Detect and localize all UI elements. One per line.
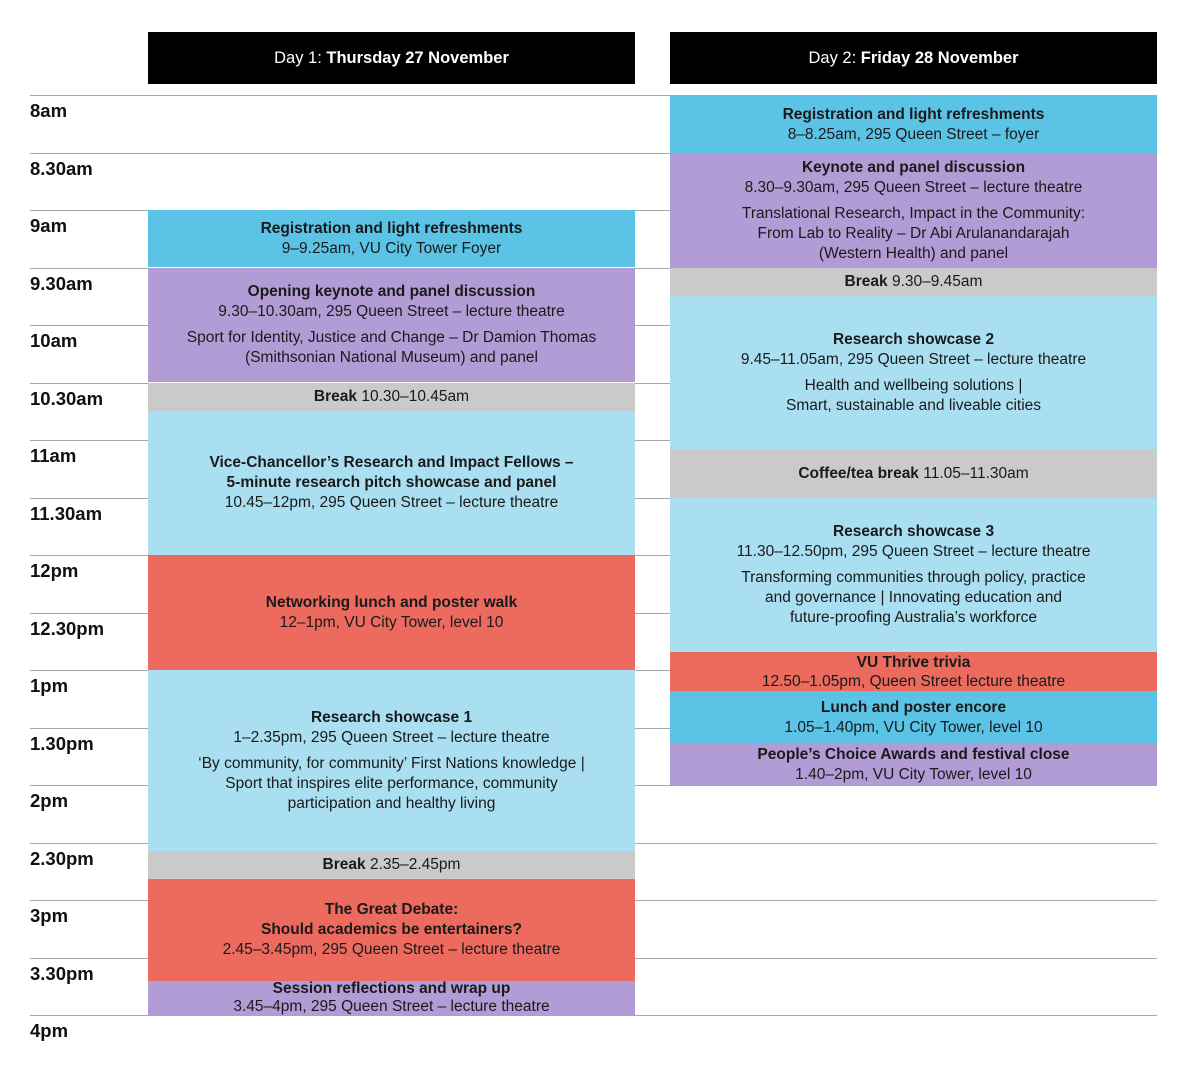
session-title: Registration and light refreshments	[260, 219, 523, 237]
time-label: 12.30pm	[30, 618, 105, 639]
day2-keynote-block	[670, 153, 1157, 268]
session-title: Networking lunch and poster walk	[265, 593, 518, 611]
time-label: 9am	[30, 215, 68, 236]
break-title: Break	[844, 273, 888, 290]
session-title: People’s Choice Awards and festival close	[757, 745, 1070, 763]
time-label: 4pm	[30, 1020, 69, 1041]
time-label: 2.30pm	[30, 848, 94, 869]
session-title: Session reflections and wrap up	[272, 980, 511, 997]
time-label: 8am	[30, 100, 68, 121]
time-label: 1pm	[30, 675, 69, 696]
day2-coffee-block	[670, 449, 1157, 498]
session-detail: 12–1pm, VU City Tower, level 10	[279, 613, 504, 631]
session-title: VU Thrive trivia	[856, 653, 971, 671]
session-detail: 8.30–9.30am, 295 Queen Street – lecture theatre	[744, 178, 1083, 196]
session-description: ‘By community, for community’ First Nations knowledge |	[198, 754, 585, 772]
session-description: and governance | Innovating education and	[764, 589, 1063, 606]
break-title: Break	[313, 388, 358, 405]
day2-encore-block	[670, 691, 1157, 744]
day2-header	[670, 32, 1157, 84]
time-label: 11am	[30, 445, 77, 466]
session-detail: 9.30–10.30am, 295 Queen Street – lecture theatre	[218, 303, 565, 320]
session-detail: 12.50–1.05pm, Queen Street lecture theatre	[761, 672, 1066, 690]
session-description: Sport for Identity, Justice and Change – Dr Damion Thomas	[186, 329, 597, 346]
session-detail: 1.40–2pm, VU City Tower, level 10	[795, 765, 1032, 783]
time-label: 10.30am	[30, 388, 104, 409]
session-detail: 1–2.35pm, 295 Queen Street – lecture theatre	[233, 728, 550, 746]
day1-date: Thursday 27 November	[326, 48, 509, 67]
break-time: 9.30–9.45am	[887, 273, 983, 290]
day1-lunch-block	[148, 555, 635, 670]
day2-showcase3-block	[670, 498, 1157, 652]
day2-trivia-block	[670, 652, 1157, 691]
break-title: Coffee/tea break	[798, 464, 919, 482]
time-label: 9.30am	[30, 273, 93, 294]
session-description: future-proofing Australia’s workforce	[790, 609, 1037, 626]
time-gridline	[30, 1015, 1157, 1016]
session-detail: 1.05–1.40pm, VU City Tower, level 10	[784, 718, 1043, 736]
session-title: Registration and light refreshments	[782, 105, 1045, 123]
time-label: 12pm	[30, 560, 79, 581]
session-detail: 9–9.25am, VU City Tower Foyer	[281, 239, 502, 257]
session-title: Lunch and poster encore	[820, 698, 1007, 716]
time-label: 3.30pm	[30, 963, 94, 984]
session-description: participation and healthy living	[287, 794, 496, 812]
day2-break-block	[670, 268, 1157, 296]
session-description: Health and wellbeing solutions |	[804, 376, 1023, 394]
session-description: (Western Health) and panel	[818, 244, 1009, 262]
session-title: Research showcase 2	[832, 330, 995, 348]
day2-showcase2-block	[670, 296, 1157, 449]
session-description: Sport that inspires elite performance, community	[225, 774, 558, 792]
session-description: From Lab to Reality – Dr Abi Arulanandarajah	[757, 224, 1070, 242]
day1-break2-block	[148, 851, 635, 879]
session-title: 5-minute research pitch showcase and panel	[226, 474, 557, 491]
day2-label: Day 2:	[808, 48, 857, 67]
session-detail: 3.45–4pm, 295 Queen Street – lecture theatre	[233, 998, 550, 1015]
time-label: 11.30am	[30, 503, 103, 524]
session-title: The Great Debate:	[324, 901, 459, 918]
break-time: 10.30–10.45am	[357, 388, 470, 405]
session-title: Research showcase 1	[310, 708, 473, 726]
day1-wrapup-block	[148, 981, 635, 1015]
time-label: 3pm	[30, 905, 69, 926]
session-description: Transforming communities through policy, practice	[741, 569, 1086, 586]
day2-registration-block	[670, 96, 1157, 153]
session-title: Vice-Chancellor’s Research and Impact Fellows –	[209, 454, 574, 471]
break-time: 11.05–11.30am	[918, 464, 1029, 482]
break-time: 2.35–2.45pm	[365, 856, 461, 873]
break-title: Break	[322, 856, 366, 873]
day1-fellows-block	[148, 411, 635, 555]
session-description: Smart, sustainable and liveable cities	[785, 396, 1042, 414]
day2-awards-block	[670, 744, 1157, 785]
session-description: Translational Research, Impact in the Community:	[741, 204, 1086, 222]
day1-showcase1-block	[148, 670, 635, 851]
time-label: 1.30pm	[30, 733, 94, 754]
time-label: 10am	[30, 330, 78, 351]
session-detail: 2.45–3.45pm, 295 Queen Street – lecture theatre	[222, 941, 561, 958]
session-title: Research showcase 3	[832, 523, 995, 540]
day1-registration-block	[148, 210, 635, 267]
day1-opening-keynote-block	[148, 268, 635, 382]
session-detail: 9.45–11.05am, 295 Queen Street – lecture theatre	[740, 350, 1087, 368]
session-title: Should academics be entertainers?	[260, 921, 522, 938]
day1-label: Day 1:	[274, 48, 322, 67]
session-description: (Smithsonian National Museum) and panel	[245, 349, 538, 366]
session-detail: 11.30–12.50pm, 295 Queen Street – lecture theatre	[736, 543, 1091, 560]
day1-header	[148, 32, 635, 84]
day2-date: Friday 28 November	[860, 48, 1019, 67]
session-detail: 8–8.25am, 295 Queen Street – foyer	[787, 125, 1040, 143]
session-title: Keynote and panel discussion	[801, 158, 1026, 176]
day1-break-block	[148, 383, 635, 411]
time-label: 8.30am	[30, 158, 93, 179]
day1-debate-block	[148, 879, 635, 981]
session-title: Opening keynote and panel discussion	[247, 283, 536, 300]
time-label: 2pm	[30, 790, 69, 811]
session-detail: 10.45–12pm, 295 Queen Street – lecture theatre	[224, 494, 559, 511]
